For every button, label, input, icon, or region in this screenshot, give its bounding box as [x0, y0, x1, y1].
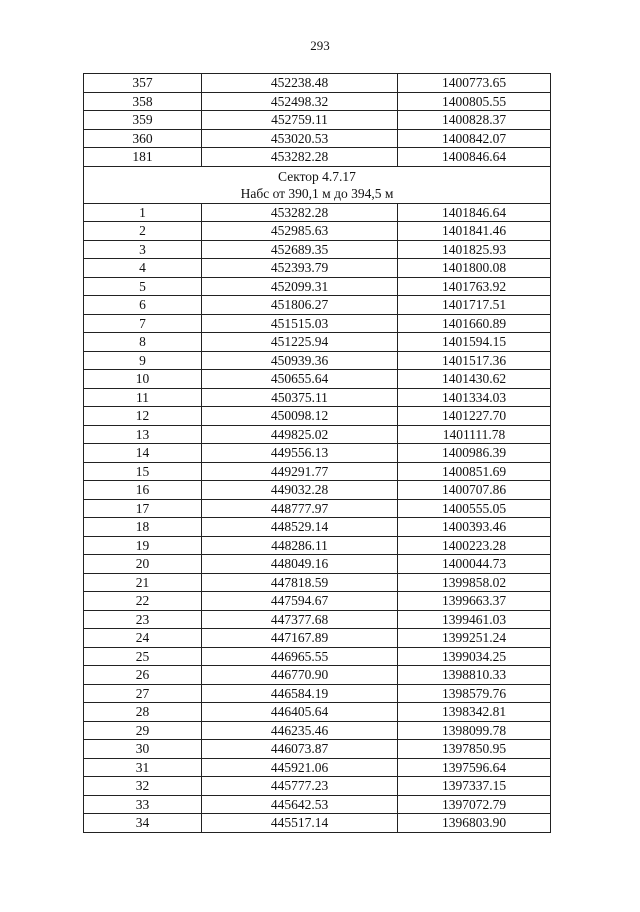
point-number: 17	[84, 499, 202, 518]
coordinate-x: 446073.87	[202, 740, 398, 759]
coordinate-y: 1396803.90	[398, 814, 551, 833]
point-number: 9	[84, 351, 202, 370]
coordinate-y: 1400773.65	[398, 74, 551, 93]
coordinate-y: 1400044.73	[398, 555, 551, 574]
coordinate-x: 449032.28	[202, 481, 398, 500]
coordinate-y: 1401111.78	[398, 425, 551, 444]
coordinate-x: 452238.48	[202, 74, 398, 93]
coordinate-y: 1401594.15	[398, 333, 551, 352]
point-number: 33	[84, 795, 202, 814]
coordinate-y: 1401227.70	[398, 407, 551, 426]
table-row	[84, 592, 551, 611]
coordinate-y: 1400846.64	[398, 148, 551, 167]
table-row	[84, 647, 551, 666]
point-number: 18	[84, 518, 202, 537]
table-row	[84, 277, 551, 296]
table-row	[84, 666, 551, 685]
point-number: 12	[84, 407, 202, 426]
point-number: 3	[84, 240, 202, 259]
point-number: 10	[84, 370, 202, 389]
coordinate-x: 449291.77	[202, 462, 398, 481]
table-row	[84, 444, 551, 463]
coordinate-y: 1401763.92	[398, 277, 551, 296]
coordinate-x: 446965.55	[202, 647, 398, 666]
coordinate-x: 448049.16	[202, 555, 398, 574]
table-row	[84, 610, 551, 629]
coordinate-y: 1397596.64	[398, 758, 551, 777]
table-row	[84, 388, 551, 407]
coordinate-y: 1401841.46	[398, 222, 551, 241]
point-number: 21	[84, 573, 202, 592]
coordinate-x: 450098.12	[202, 407, 398, 426]
table-row	[84, 407, 551, 426]
coordinate-y: 1397850.95	[398, 740, 551, 759]
coordinate-y: 1399461.03	[398, 610, 551, 629]
table-row	[84, 129, 551, 148]
table-row	[84, 814, 551, 833]
coordinate-y: 1401517.36	[398, 351, 551, 370]
point-number: 25	[84, 647, 202, 666]
table-row	[84, 74, 551, 93]
coordinate-x: 451515.03	[202, 314, 398, 333]
coordinate-y: 1399034.25	[398, 647, 551, 666]
coordinate-y: 1400805.55	[398, 92, 551, 111]
table-row	[84, 222, 551, 241]
point-number: 29	[84, 721, 202, 740]
coordinate-y: 1398810.33	[398, 666, 551, 685]
point-number: 14	[84, 444, 202, 463]
point-number: 11	[84, 388, 202, 407]
point-number: 357	[84, 74, 202, 93]
coordinate-y: 1401430.62	[398, 370, 551, 389]
coordinate-x: 446584.19	[202, 684, 398, 703]
coordinate-y: 1401660.89	[398, 314, 551, 333]
point-number: 358	[84, 92, 202, 111]
sector-subtitle: Набс от 390,1 м до 394,5 м	[240, 185, 394, 201]
coordinate-y: 1400223.28	[398, 536, 551, 555]
table-row	[84, 296, 551, 315]
table-row	[84, 333, 551, 352]
table-row	[84, 314, 551, 333]
coordinate-x: 446770.90	[202, 666, 398, 685]
point-number: 30	[84, 740, 202, 759]
point-number: 5	[84, 277, 202, 296]
table-row	[84, 740, 551, 759]
coordinate-y: 1401846.64	[398, 203, 551, 222]
coordinate-y: 1400851.69	[398, 462, 551, 481]
point-number: 19	[84, 536, 202, 555]
coordinate-x: 452759.11	[202, 111, 398, 130]
point-number: 34	[84, 814, 202, 833]
coordinate-x: 447377.68	[202, 610, 398, 629]
sector-header	[84, 166, 551, 203]
coordinate-y: 1400986.39	[398, 444, 551, 463]
coordinate-y: 1401800.08	[398, 259, 551, 278]
coordinate-y: 1400707.86	[398, 481, 551, 500]
coordinate-y: 1400555.05	[398, 499, 551, 518]
coordinate-x: 450375.11	[202, 388, 398, 407]
coordinate-x: 452985.63	[202, 222, 398, 241]
coordinate-x: 452099.31	[202, 277, 398, 296]
coordinate-y: 1401717.51	[398, 296, 551, 315]
point-number: 28	[84, 703, 202, 722]
coordinate-y: 1401334.03	[398, 388, 551, 407]
coordinate-y: 1398099.78	[398, 721, 551, 740]
point-number: 31	[84, 758, 202, 777]
coordinate-y: 1400828.37	[398, 111, 551, 130]
point-number: 13	[84, 425, 202, 444]
coordinate-x: 446235.46	[202, 721, 398, 740]
point-number: 1	[84, 203, 202, 222]
table-row	[84, 351, 551, 370]
sector-title: Сектор 4.7.17	[278, 168, 356, 184]
table-row	[84, 240, 551, 259]
coordinate-y: 1397072.79	[398, 795, 551, 814]
table-row	[84, 684, 551, 703]
coordinate-x: 448529.14	[202, 518, 398, 537]
coordinate-y: 1401825.93	[398, 240, 551, 259]
coordinate-x: 445921.06	[202, 758, 398, 777]
point-number: 2	[84, 222, 202, 241]
table-row	[84, 573, 551, 592]
point-number: 7	[84, 314, 202, 333]
table-row	[84, 92, 551, 111]
coordinate-x: 445777.23	[202, 777, 398, 796]
table-row	[84, 259, 551, 278]
coordinate-x: 451806.27	[202, 296, 398, 315]
coordinate-x: 453282.28	[202, 148, 398, 167]
point-number: 20	[84, 555, 202, 574]
point-number: 16	[84, 481, 202, 500]
coordinate-x: 450939.36	[202, 351, 398, 370]
table-row	[84, 481, 551, 500]
page-number: 293	[310, 38, 330, 53]
point-number: 24	[84, 629, 202, 648]
point-number: 8	[84, 333, 202, 352]
table-row	[84, 777, 551, 796]
coordinate-y: 1397337.15	[398, 777, 551, 796]
point-number: 26	[84, 666, 202, 685]
coordinate-x: 452689.35	[202, 240, 398, 259]
coordinate-x: 445642.53	[202, 795, 398, 814]
sector-header-row	[84, 166, 551, 203]
table-row	[84, 111, 551, 130]
coordinate-x: 445517.14	[202, 814, 398, 833]
table-row	[84, 148, 551, 167]
coordinate-x: 453282.28	[202, 203, 398, 222]
point-number: 22	[84, 592, 202, 611]
point-number: 6	[84, 296, 202, 315]
table-row	[84, 518, 551, 537]
coordinate-x: 453020.53	[202, 129, 398, 148]
coordinate-y: 1400842.07	[398, 129, 551, 148]
coordinate-x: 447818.59	[202, 573, 398, 592]
coordinate-x: 446405.64	[202, 703, 398, 722]
table-row	[84, 758, 551, 777]
table-row	[84, 462, 551, 481]
coordinate-x: 447594.67	[202, 592, 398, 611]
coordinate-x: 450655.64	[202, 370, 398, 389]
coordinates-table-body	[84, 74, 551, 833]
coordinate-x: 449556.13	[202, 444, 398, 463]
coordinate-x: 447167.89	[202, 629, 398, 648]
table-row	[84, 499, 551, 518]
table-row	[84, 555, 551, 574]
point-number: 181	[84, 148, 202, 167]
coordinate-y: 1400393.46	[398, 518, 551, 537]
point-number: 23	[84, 610, 202, 629]
table-row	[84, 629, 551, 648]
coordinate-x: 452393.79	[202, 259, 398, 278]
table-row	[84, 795, 551, 814]
coordinate-x: 451225.94	[202, 333, 398, 352]
coordinate-x: 448286.11	[202, 536, 398, 555]
point-number: 359	[84, 111, 202, 130]
point-number: 4	[84, 259, 202, 278]
coordinate-x: 448777.97	[202, 499, 398, 518]
coordinate-x: 449825.02	[202, 425, 398, 444]
coordinate-x: 452498.32	[202, 92, 398, 111]
table-row	[84, 370, 551, 389]
table-row	[84, 203, 551, 222]
point-number: 32	[84, 777, 202, 796]
coordinate-y: 1398579.76	[398, 684, 551, 703]
coordinate-y: 1398342.81	[398, 703, 551, 722]
table-row	[84, 425, 551, 444]
table-row	[84, 721, 551, 740]
coordinate-y: 1399663.37	[398, 592, 551, 611]
coordinate-y: 1399858.02	[398, 573, 551, 592]
point-number: 360	[84, 129, 202, 148]
table-row	[84, 703, 551, 722]
point-number: 15	[84, 462, 202, 481]
coordinate-y: 1399251.24	[398, 629, 551, 648]
table-row	[84, 536, 551, 555]
point-number: 27	[84, 684, 202, 703]
coordinates-table	[83, 73, 551, 833]
